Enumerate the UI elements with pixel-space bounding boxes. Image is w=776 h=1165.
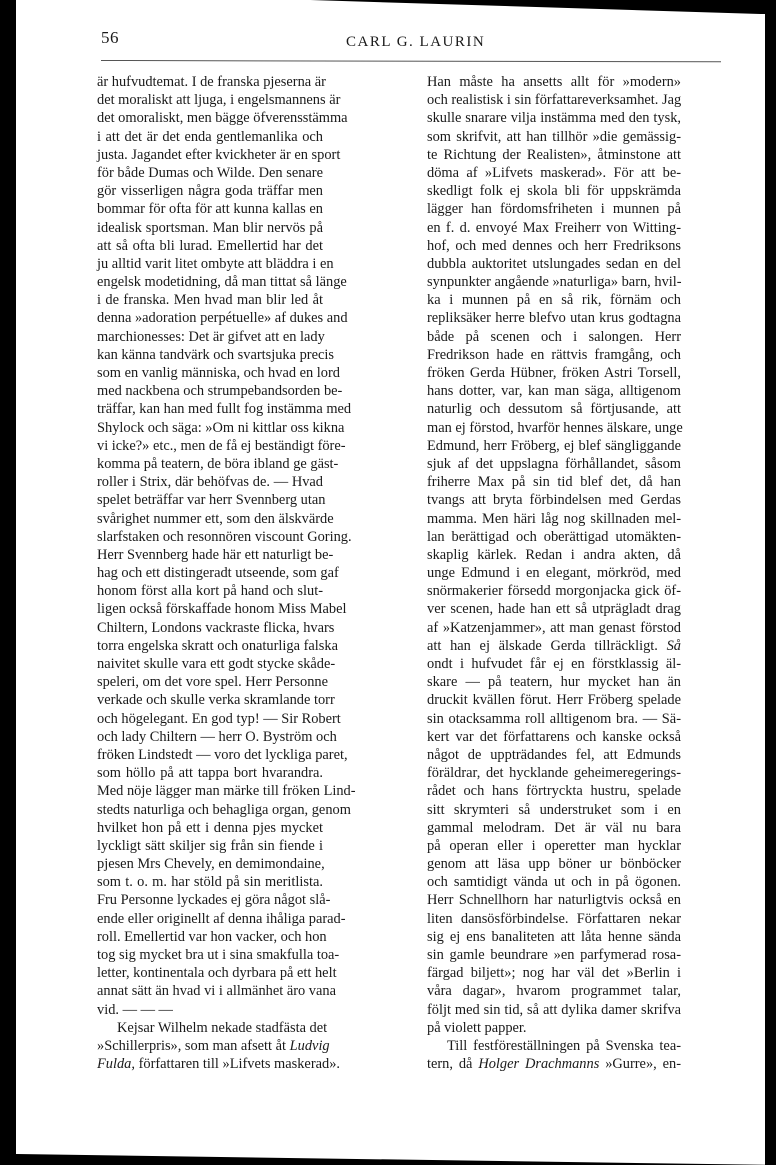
running-title: CARL G. LAURIN [346,34,486,50]
text-line: lyckligt sätt skiljer sig från sin fiende i [97,837,323,854]
italic-text: Ludvig [289,1037,330,1054]
text-line: Kejsar Wilhelm nekade stadfästa det [117,1019,328,1036]
text-line: »Schillerpris», som man afsett åt Ludvig [97,1037,330,1054]
text-line: tern, då Holger Drachmanns »Gurre», en- [427,1056,681,1073]
text-line: mamma. Men häri låg nog skillnaden mel- [427,510,681,527]
text-line: Herr Svennberg hade här ett naturligt be- [97,546,334,563]
text-line: Fulda, författaren till »Lifvets maskerad». [97,1056,340,1073]
text-line: Edmund, herr Fröberg, ej blef sängliggande [427,437,681,454]
text-line: som skrifvit, att han tillhör »die gemässig- [427,128,681,145]
text-line: repliksäker herre blefvo utan krus godtagna [427,310,681,327]
text-line: och lady Chiltern — herr O. Byström och [97,728,337,745]
text-line: och högelegant. En god typ! — Sir Robert [97,710,341,727]
italic-text: Fulda, [97,1056,135,1073]
text-line: roller i Strix, där behöfvas de. — Hvad [97,474,323,491]
text-line: verkade och skulle verka skramlande torr [97,692,335,709]
text-line: man ej förstod, hvarför hennes älskare, unge [427,419,683,436]
text-line: och realistisk i sin författareverksamhet. Jag [427,92,682,109]
text-line: som höllo på att tappa bort hvarandra. [97,765,323,782]
text-line: något de uppträdandes fel, att Edmunds [427,746,681,763]
text-line: liten dansösförbindelse. Författaren nekar [427,910,681,927]
text-line: färgad biljett»; nog har väl det »Berlin i [427,965,681,982]
text-line: Till festföreställningen på Svenska tea- [447,1037,681,1054]
text-line: roll. Emellertid var hon vacker, och hon [97,928,327,945]
text-line: som en vanlig människa, och hvad en lord [97,365,340,381]
text-line: föräldrar, det hycklande geheimeregerings- [427,765,681,782]
text-line: engelsk modetidning, då man tittat så länge [97,274,347,291]
left-column [97,73,356,1073]
text-line: denna »adoration perpétuelle» af dukes and [97,310,348,327]
text-line: naturlig och dessutom så förtjusande, att [427,401,681,418]
text-line: te Richtung der Realisten», åtminstone att [427,146,681,163]
text-line: justa. Jagandet efter kvickheter är en sport [97,146,341,163]
text-line: sitt skrymteri så understruket som i en [427,801,681,818]
text-line: ver scenen, hade han ett så utprägladt drag [427,601,681,618]
text-line: i att det är det enda gentlemanlika och [97,128,323,145]
text-line: Shylock och säga: »Om ni kittlar oss kikna [97,419,345,436]
scan-border-right [765,0,776,1165]
text-line: lägger han fördomsfriheten i munnen på [427,201,681,218]
text-line: skaplig kärlek. Redan i andra akten, då [427,546,681,563]
text-line: unge Edmund i en elegant, mörkröd, med [427,565,681,582]
text-line: för både Dumas och Wilde. Den senare [97,164,323,181]
page-header [101,24,721,48]
scan-border-top [0,0,776,14]
text-line: tog sig mycket bra ut i sina smakfulla toa- [97,947,340,963]
text-line: bommar för ofta för att kunna kallas en [97,201,323,218]
text-line: döma af »Lifvets maskerad». För att be- [427,164,681,181]
text-line: torra engelska skratt och onaturliga falska [97,637,338,654]
text-line: i de franska. Men hvad man blir led åt [97,292,323,309]
text-line: sin otacksamma roll alltigenom bra. — Sä- [427,710,681,727]
scan-border-bottom [0,1137,776,1165]
text-line: naivitet skulle vara ett godt stycke skåde- [97,656,336,672]
text-line: med nackbena och strumpebandsorden be- [97,383,343,400]
text-line: på violett papper. [427,1019,527,1036]
text-line: hof, och med dennes och herr Fredriksons [427,237,681,254]
text-line: är hufvudtemat. I de franska pjeserna är [97,74,326,90]
text-line: Fredrikson hade en rättvis framgång, och [427,346,681,363]
text-line: det moraliskt att ljuga, i engelsmannens är [97,92,341,109]
text-line: Han måste ha ansetts allt för »modern» [427,74,681,90]
text-line: ka i munnen på en så rik, förnäm och [427,292,681,309]
text-line: Herr Schnellhorn har naturligtvis också en [427,892,681,909]
text-line: svårighet nummer ett, som den älskvärde [97,510,334,527]
text-line: sin gamle beundrare »en parfymerad rosa- [427,947,681,963]
text-line: honom först alla kort på hand och slut- [97,583,323,600]
text-line: annat sätt än hvad vi i allmänhet äro vana [97,983,336,1000]
text-line: idealisk sportsman. Man blir nervös på [97,219,323,236]
text-line: tvangs att bryta förbindelsen med Gerdas [427,492,681,509]
text-line: sjuk af det uppslagna förhållandet, såsom [427,455,681,472]
text-line: skulle snarare vilja instämma med den tysk, [427,110,681,127]
text-line: våra dagar», hvarom programmet talar, [427,983,681,1000]
text-line: hans dotter, var, kan man säga, alltigenom [427,383,681,400]
text-line: gör visserligen några goda träffar men [97,183,323,200]
text-line: både på scenen och i salongen. Herr [427,328,681,345]
text-line: af »Katzenjammer», att man genast förstod [427,619,681,636]
text-line: rådet och hans förtryckta hustru, spelade [427,783,681,800]
text-line: en f. d. envoyé Max Freiherr von Witting- [427,219,681,236]
text-line: dubbla auktoritet utslungades sedan en del [427,255,681,272]
text-line: pjesen Mrs Chevely, en demimondaine, [97,856,325,873]
text-line: ondt i hufvudet får ej en förstklassig äl- [427,656,681,672]
text-line: speleri, om det vore spel. Herr Personne [97,674,328,691]
text-line: slarfstaken och resonnören viscount Goring. [97,528,352,545]
text-line: kan känna tandvärk och svartsjuka precis [97,346,334,363]
text-line: hag och ett distingeradt utseende, som gaf [97,565,339,582]
text-line: snörmakerier försedd morgonjacka gick öf- [427,583,681,600]
text-line: det omoraliskt, men bägge öfverensstämma [97,110,348,127]
text-line: på operan eller i operetter man hycklar [427,837,681,854]
text-line: som t. o. m. har stöld på sin meritlista. [97,874,323,891]
text-line: träffar, kan han med fullt fog instämma med [97,401,352,418]
text-line: spelet beträffar var herr Svennberg utan [97,492,326,509]
text-line: fröken Lindstedt — voro det lyckliga paret, [97,746,348,763]
text-line: vid. — — — [97,1001,173,1018]
text-line: stedts naturliga och behagliga organ, genom [97,801,351,818]
text-line: skare — på teatern, hur mycket han än [427,674,681,691]
text-line: att så ofta bli lurad. Emellertid har det [97,237,323,254]
text-line: druckit kvällen förut. Herr Fröberg spelade [427,692,681,709]
text-line: komma på teatern, de böra ibland ge gäst- [97,455,339,472]
text-line: ende eller originellt af denna ihåliga parad- [97,910,346,927]
text-line: ju alltid varit litet ombyte att bläddra i en [97,255,334,272]
header-rule [101,60,721,62]
text-line: vi icke?» etc., men de få ej beständigt före- [97,437,346,454]
text-line: gammal melodram. Det är väl nu bara [427,819,681,836]
text-line: genom att läsa upp böner ur bönböcker [427,856,681,873]
text-line: att han ej älskade Gerda tillräckligt. Så [427,637,681,654]
text-line: Med nöje lägger man märke till fröken Lind- [97,783,356,800]
text-line: skedligt folk ej skola bli för uppskrämda [427,183,681,200]
text-line: Chiltern, Londons vackraste flicka, hvars [97,619,335,636]
text-line: ligen också förskaffade honom Miss Mabel [97,601,347,618]
text-line: letter, kontinentala och dyrbara på ett helt [97,965,337,982]
text-line: marchionesses: Det är gifvet att en lady [97,328,325,345]
text-line: sig ej ens banaliteten att låta henne sända [427,928,681,945]
text-line: friherre Max på sin tid blef det, då han [427,474,681,491]
page-number: 56 [101,28,119,47]
italic-text: Holger Drachmanns [478,1056,600,1073]
text-line: Fru Personne lyckades ej göra något slå- [97,892,331,909]
italic-text: Så [666,637,681,654]
text-line: följt med sin tid, så att dylika damer skrifva [427,1001,681,1018]
text-line: lan berättigad och oberättigad utomäkten- [427,528,681,545]
text-line: fröken Gerda Hübner, fröken Astri Torsell, [427,365,681,381]
right-column [427,73,681,1073]
text-line: kert var det författarens och kanske också [427,728,681,745]
text-line: synpunkter angående »naturliga» barn, hvil- [427,274,682,291]
text-line: hvilket hon på ett i denna pjes mycket [97,819,323,836]
scan-border-left [0,0,16,1165]
text-line: och samtidigt vända ut och in på ögonen. [427,874,681,891]
